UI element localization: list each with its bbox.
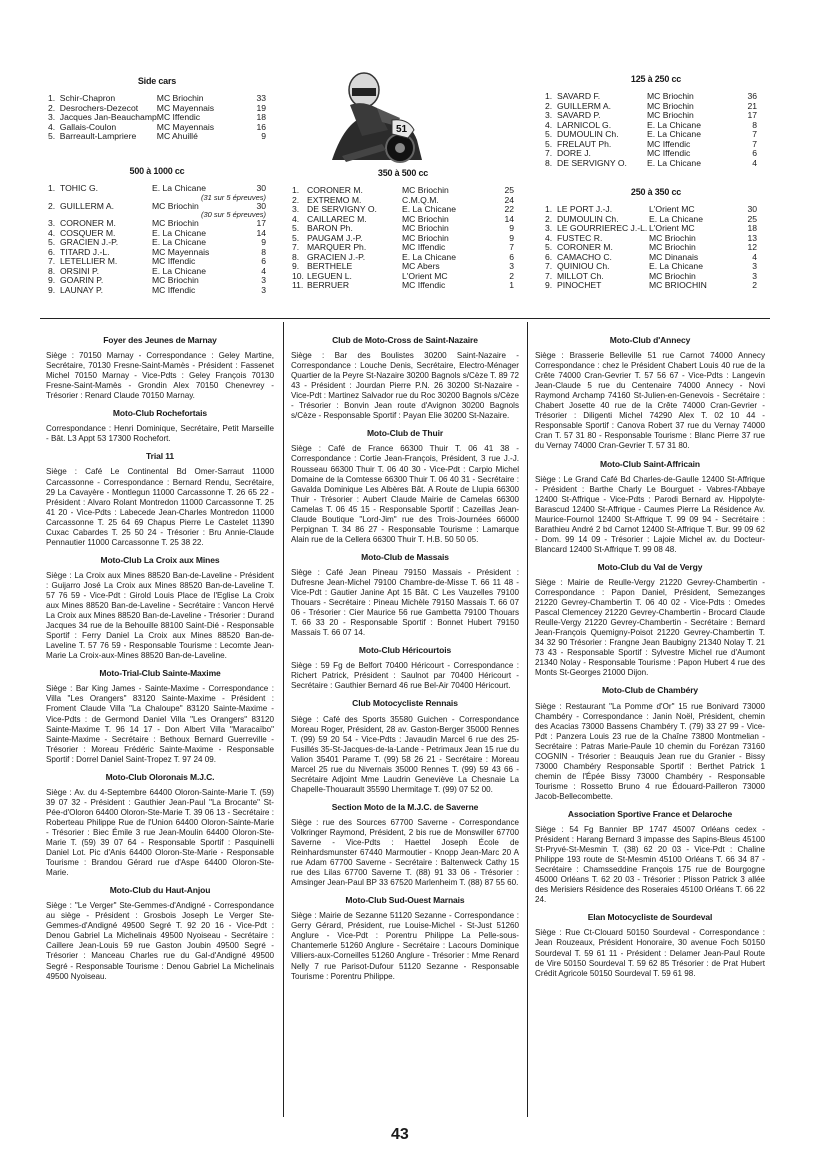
result-club: E. La Chicane (647, 157, 701, 168)
result-points: 9 (509, 232, 514, 243)
club-details: Siège : Rue Ct-Clouard 50150 Sourdeval - Correspondance : Jean Rouzeaux, Président Honoraire, 30 avenue Foch 50150 Sourdeval T. 59 61 11 - Président : Delamer Jean-Paul Route de Vire 50150 Sourdeval T. 59 62 85 Trésorier : de Prat Hubert Crédit Agricole 50150 Sourdeval T. 59 61 98. (535, 928, 765, 978)
result-club: MC Mayennais (156, 102, 215, 113)
result-points: 7 (509, 242, 514, 252)
club-title: Club de Moto-Cross de Saint-Nazaire (332, 335, 478, 345)
result-rank: 7. (545, 270, 553, 281)
result-name: LE GOURRIEREC J.-L. (557, 223, 648, 233)
c125-250-section (545, 74, 757, 168)
result-club: MC Iffendic (152, 256, 196, 266)
result-rank: 7. (48, 256, 56, 266)
result-rank: 5. (292, 232, 300, 243)
side-cars-title: Side cars (137, 76, 177, 86)
result-rank: 1. (48, 93, 56, 103)
result-name: DUMOULIN Ch. (557, 213, 619, 224)
result-club: MC Iffendic (647, 148, 691, 158)
result-name: CORONER M. (557, 242, 613, 252)
result-points: 30 (256, 200, 266, 211)
result-name: TOHIC G. (60, 183, 99, 193)
result-row (292, 281, 514, 291)
result-name: LAUNAY P. (60, 284, 103, 295)
result-name: LE PORT J.-J. (557, 204, 613, 214)
c250-350-table (545, 205, 757, 291)
result-name: Desrochers-Dezecot (59, 102, 139, 113)
result-rank: 8. (292, 251, 300, 262)
club-details: Siège : Bar des Boulistes 30200 Saint-Nazaire - Correspondance : Louche Denis, Secrétaire, Electro-Ménager Quartier de la Peyre St-Nazaire 30200 Bagnols s/Cèze T. 89 72 43 - Président : Jourdan Pierre P.N. 26 30200 St-Nazaire - Vice-Pdt : Martinez Salvador rue du Roc 30200 Bagnols s/Cèze - Trésorier : Bonvin Jean route d'Avignon 30200 Bagnols s/Cèze - Responsable Sportif : Payan Elie 30200 St-Nazaire. (291, 351, 519, 421)
club-title: Foyer des Jeunes de Marnay (103, 335, 217, 345)
motorcycle-rider-photo (322, 60, 432, 168)
club-details: Siège : Café Le Continental Bd Omer-Sarraut 11000 Carcassonne - Correspondance : Bernard Rendu, Secrétaire, 29 La Cavayère - Montlegun 11000 Carcassonne T. 26 65 22 - Président : Alvaro Rolant Montredon 11000 Carcassonne T. 25 41 20 - Vice-Pdts : Labecede Jean-Charles Montredon 11000 Carcassonne T. 25 64 69 Chapus Pierre Le Castelet 11390 Cuxac Cabardes T. 25 50 24 - Trésorier : Bru Annie-Claude Pennautier 11000 Carcassonne T. 25 38 22. (46, 467, 274, 547)
result-club: MC Briochin (649, 242, 696, 252)
result-club: MC Briochin (649, 270, 696, 281)
result-row (545, 159, 757, 169)
result-points: 18 (747, 223, 757, 233)
horizontal-divider (40, 318, 770, 319)
result-rank: 1. (48, 183, 56, 193)
result-club: MC Iffendic (402, 280, 446, 290)
result-points: 22 (504, 204, 514, 214)
result-rank: 9. (48, 275, 56, 285)
result-club: MC BRIOCHIN (649, 280, 707, 290)
result-club: MC Briochin (402, 232, 449, 243)
result-note: (31 sur 5 épreuves) (200, 192, 266, 202)
result-name: QUINIOU Ch. (557, 261, 610, 271)
result-name: FRELAUT Ph. (557, 138, 612, 149)
result-points: 12 (747, 242, 757, 252)
result-points: 21 (747, 100, 757, 111)
club-title: Moto-Club de Massais (361, 551, 449, 562)
result-points: 7 (752, 138, 757, 149)
result-points: 6 (261, 256, 266, 266)
result-rank: 5. (292, 223, 300, 233)
result-club: MC Briochin (647, 110, 694, 120)
result-name: SAVARD P. (557, 110, 601, 120)
result-rank: 9. (292, 261, 300, 271)
result-rank: 2. (545, 213, 553, 224)
result-rank: 8. (545, 157, 553, 168)
result-club: MC Briochin (649, 232, 696, 243)
clubs-column-left (46, 328, 274, 986)
club-title: Moto-Club de Chambéry (601, 685, 699, 696)
c125-250-title: 125 à 250 cc (630, 74, 682, 84)
result-name: EXTREMO M. (307, 194, 362, 205)
club-details: Siège : 70150 Marnay - Correspondance : Geley Martine, Secrétaire, 70130 Fresne-Saint-Mamès - Président : Fassenet Michel 70150 Marnay - Vice-Pdts : Geley François 70130 Fresne-Saint-Mamès - Grondin Alex 70150 Chenevrey - Trésorier : Renard Claude 70150 Marnay. (46, 351, 274, 401)
club-title: Moto-Club d'Annecy (609, 335, 691, 345)
result-rank: 3. (545, 110, 553, 120)
result-rank: 1. (545, 204, 553, 214)
result-name: FUSTEC R. (557, 232, 603, 243)
club-title: Trial 11 (145, 451, 175, 462)
result-name: LARNICOL G. (557, 119, 612, 130)
club-title: Moto-Club du Val de Vergy (597, 561, 703, 572)
result-club: MC Mayennais (156, 121, 215, 132)
result-rank: 5. (545, 129, 553, 139)
result-points: 30 (747, 204, 757, 214)
club-title: Moto-Club Sud-Ouest Marnais (345, 895, 465, 906)
club-title: Club Motocycliste Rennais (352, 698, 458, 709)
result-points: 8 (752, 119, 757, 130)
result-rank: 2. (545, 100, 553, 111)
result-points: 19 (256, 102, 266, 113)
result-club: MC Iffendic (402, 242, 446, 252)
result-name: MARQUER Ph. (307, 242, 367, 252)
result-rank: 2. (292, 194, 300, 205)
result-name: GUILLERM A. (60, 200, 114, 211)
result-club: MC Dinanais (649, 251, 699, 262)
result-points: 2 (509, 270, 514, 281)
result-club: MC Briochin (152, 218, 199, 228)
club-details: Siège : Mairie de Reulle-Vergy 21220 Gevrey-Chambertin - Correspondance : Papon Daniel, Président, Semezanges 21220 Gevrey-Chambertin T. 06 40 02 - Vice-Pdts : Omedes Pascal Clemencey 21220 Gevrey-Chambertin - Brocard Claude Reulle-Vergy 21220 Gevrey-Chambertin - Secrétaire : Bernard Jean-François Quemigny-Poisot 21220 Gevrey-Chambertin T. 34 32 90 Trésorier : Frangne Jean Baubigny 21340 Nolay T. 21 73 43 - Responsable Sportif : Sylvestre Michel rue d'Aumont 21340 Nolay - Responsable Tourisme : Papon Hubert 4 rue des Monts St-Georges 21000 Dijon. (535, 577, 765, 678)
result-club: MC Ahuillé (156, 131, 198, 141)
result-rank: 4. (48, 121, 56, 132)
result-rank: 9. (48, 284, 56, 295)
result-points: 14 (256, 227, 266, 238)
result-club: E. La Chicane (647, 129, 701, 139)
result-rank: 9. (545, 280, 553, 290)
result-name: PAUGAM J.-P. (307, 232, 363, 243)
result-club: MC Briochin (156, 93, 204, 103)
result-rank: 4. (545, 232, 553, 243)
result-row (48, 286, 266, 296)
club-details: Siège : Mairie de Sezanne 51120 Sezanne - Correspondance : Gerry Gérard, Président, rue Louise-Michel - St-Just 51260 Anglure - Vice-Pdt : Porentru Philippe La Pelle-sous-Chantemerle 51260 Anglure - Secrétaire : Lacours Dominique Villiers-aux-Corneilles 51260 Anglure - Trésorier : Mme Renard Nelly 7 rue Parisot-Dufour 51120 Sezanne - Responsable Tourisme : Porentru Philippe. (291, 911, 519, 981)
result-points: 30 (256, 183, 266, 193)
result-name: MILLOT Ch. (557, 270, 604, 281)
result-name: GOARIN P. (60, 275, 104, 285)
club-details: Siège : Café des Sports 35580 Guichen - Correspondance Moreau Roger, Président, 28 av. Gaston-Berger 35000 Rennes T. (99) 59 20 54 - Vice-Pdts : Javaudin Marcel 6 rue des 25-Fusillés 35-St-Jacques-de-la-Lande - Petrimaux Jean 15 rue du Valion 35401 Parame T. (99) 58 26 21 - Secrétaire : Moreau Marcel 25 rue du Nivernais 35000 Rennes T. (99) 59 43 66 - Secrétaire Adjoint Mme Laudrin Geneviève La Chesnaie La Chapelle-Thouarault 35590 Lhermitage T. (99) 07 52 00. (291, 714, 519, 794)
result-rank: 3. (292, 204, 300, 214)
result-club: L'Orient MC (649, 223, 695, 233)
result-name: CORONER M. (307, 185, 363, 195)
result-points: 4 (752, 251, 757, 262)
result-rank: 4. (48, 227, 56, 238)
result-name: GUILLERM A. (557, 100, 611, 111)
result-points: 3 (261, 284, 266, 295)
result-name: GRACIEN J.-P. (307, 251, 366, 262)
c500-1000-section (48, 166, 266, 295)
result-name: CORONER M. (60, 218, 116, 228)
result-name: Barreault-Lampriere (59, 131, 137, 141)
clubs-column-middle (291, 328, 519, 986)
column-divider-right (527, 322, 528, 1117)
result-name: BERTHELE (307, 261, 353, 271)
club-details: Siège : Av. du 4-Septembre 64400 Oloron-Sainte-Marie T. (59) 39 07 32 - Président : Gauthier Jean-Paul "La Brocante" St-Pée-d'Oloron 64400 Oloron-Ste-Marie T. 39 06 13 - Secrétaire : Roberteau Philippe Rue de l'Union 64400 Oloron-Sainte-Marie - Trésorier : Biec Émile 3 rue Jean-Moulin 64400 Oloron-Ste-Marie T. (59) 39 07 64 - Responsable Sportif : Pasquinelli Daniel Lot. Pic d'Anis 64400 Oloron-Ste-Marie - Responsable Tourisme : Brandou Gérard rue d'Aspe 64400 Oloron-Ste-Marie. (46, 787, 274, 878)
result-rank: 2. (48, 200, 56, 211)
result-points: 24 (504, 194, 514, 205)
club-title: Moto-Trial-Club Sainte-Maxime (99, 668, 221, 679)
c250-350-section (545, 187, 757, 291)
result-points: 14 (504, 213, 514, 224)
result-club: MC Briochin (402, 223, 449, 233)
result-rank: 7. (292, 242, 300, 252)
result-name: DUMOULIN Ch. (557, 129, 619, 139)
result-points: 17 (256, 218, 266, 228)
club-details: Siège : Café Jean Pineau 79150 Massais - Président : Dufresne Jean-Michel 79100 Chambre-de-Misse T. 66 11 48 - Vice-Pdt : Gautier Janine Apt 15 Bât. C Les Vauzelles 79100 Thouars - Secrétaire : Pineau Michèle 79150 Massais T. 66 07 06 - Trésorier : Cier Maurice 56 rue Gambetta 79100 Thouars T. 66 33 20 - Responsable Sportif : Bonnet Hubert 79150 Massais T. 66 07 14. (291, 567, 519, 638)
result-club: E. La Chicane (649, 261, 703, 271)
result-rank: 4. (292, 213, 300, 224)
result-club: C.M.Q.M. (402, 194, 439, 205)
c350-500-table (292, 186, 514, 291)
result-points: 2 (752, 280, 757, 290)
club-title: Moto-Club de Thuir (366, 428, 444, 439)
result-rank: 6. (545, 251, 553, 262)
result-points: 36 (747, 91, 757, 101)
result-club: MC Abers (402, 261, 440, 271)
result-rank: 5. (48, 131, 56, 141)
result-rank: 8. (48, 265, 56, 276)
result-points: 33 (256, 93, 266, 103)
result-club: E. La Chicane (152, 183, 206, 193)
result-club: E. La Chicane (152, 237, 206, 247)
club-details: Siège : rue des Sources 67700 Saverne - Correspondance Volkringer Raymond, Président, 2 bis rue de Monswiller 67700 Saverne - Vice-Pdts : Haettel Joseph École de Reinhardsmunster 67440 Marmoutier - Knopp Jean-Marc 20 A rue Adam 67700 Saverne - Secrétaire : Baltenweck Cathy 15 rue des Lilas 67700 Saverne T. (88) 91 33 06 - Trésorier : Amsinger Jean-Paul BP 33 67520 Marlenheim T. (88) 87 55 60. (291, 817, 519, 888)
c350-500-section (292, 168, 514, 291)
club-details: Siège : Café de France 66300 Thuir T. 06 41 38 - Correspondance : Cortie Jean-François, Président, 3 rue J.-J. Rousseau 66300 Thuir T. 06 40 30 - Vice-Pdt : Carpio Michel Domaine de la Comtesse 66300 Thuir T. 06 40 31 - Secrétaire : Gavalda Dominique Les Albères Bât. A Route de Llupia 66300 Thuir - Trésorier : Aubert Claude Mairie de Camelas 66300 Camelas T. 06 45 15 - Responsable Sportif : Cazeillas Jean-Claude Boutique "Lord-Jim" rue des Trois-Journées 66000 Perpignan T. 34 86 27 - Responsable Tourisme : Lamarque Alain rue de la Cellera 66300 Thuir T. H.B. 50 50 05. (291, 444, 519, 544)
result-points: 17 (747, 110, 757, 120)
result-points: 3 (752, 261, 757, 271)
result-name: BARON Ph. (307, 223, 353, 233)
result-club: E. La Chicane (649, 213, 703, 224)
club-details: Siège : "Le Verger" Ste-Gemmes-d'Andigné - Correspondance au siège - Président : Grosbois Joseph Le Verger Ste-Gemmes-d'Andigné 49500 Segré T. 92 20 16 - Vice-Pdt : Denou Gabriel La Michelinais 49500 Nyoiseau - Secrétaire : Caillere Jean-Louis 59 rue Gaston Joubin 49500 Segré - Trésorier : Manceau Charles rue du Gal-d'Andigné 49500 Segré - Responsable Tourisme : Denou Gabriel La Michelinais 49500 Nyoiseau. (46, 901, 274, 981)
result-name: LEGUEN L. (307, 270, 352, 281)
result-name: TITARD J.-L. (60, 246, 110, 257)
club-title: Moto-Club Saint-Affricain (600, 458, 700, 469)
side-cars-section (48, 76, 266, 142)
result-points: 25 (747, 213, 757, 224)
result-club: E. La Chicane (152, 227, 206, 238)
club-title: Moto-Club Rochefortais (112, 408, 208, 419)
result-points: 1 (509, 280, 514, 290)
result-rank: 3. (545, 223, 553, 233)
result-points: 13 (747, 232, 757, 243)
club-details: Siège : 59 Fg de Belfort 70400 Héricourt - Correspondance : Richert Patrick, Président : Saulnot par 70400 Héricourt - Secrétaire : Gauthier Bernard 46 rue Bel-Air 70400 Héricourt. (291, 661, 519, 691)
result-rank: 10. (292, 270, 304, 281)
result-points: 9 (509, 223, 514, 233)
result-row (545, 281, 757, 291)
result-rank: 2. (48, 102, 56, 113)
result-points: 6 (509, 251, 514, 262)
result-club: E. La Chicane (402, 251, 456, 262)
result-note: (30 sur 5 épreuves) (200, 210, 266, 219)
result-points: 4 (752, 157, 757, 168)
result-club: E. La Chicane (152, 265, 206, 276)
club-details: Siège : Bar King James - Sainte-Maxime - Correspondance : Villa "Les Orangers" 83120 Sainte-Maxime - Président : Froment Claude Villa "La Chaloupe" 83120 Sainte-Maxime - Vice-Pdts : de Germond Daniel Villa "Les Orangers" 83120 Sainte-Maxime T. 96 14 17 - Don Albert Villa "Maracaïbo" Sainte-Maxime - Secrétaire : Bethoux Bernard Guerreville - Trésorier : Moreau Frédéric Sainte-Maxime - Responsable Sportif : Dorrel Daniel Saint-Tropez T. 97 24 09. (46, 684, 274, 764)
result-name: SAVARD F. (557, 91, 601, 101)
result-points: 3 (261, 275, 266, 285)
result-rank: 5. (545, 138, 553, 149)
result-club: MC Briochin (152, 200, 199, 211)
result-club: L'Orient MC (402, 270, 448, 281)
club-title: Moto-Club Oloronais M.J.C. (105, 771, 215, 782)
club-details: Siège : Restaurant "La Pomme d'Or" 15 rue Bonivard 73000 Chambéry - Correspondance : Janin Noël, Président, chemin des Acacias 73000 Bassens Chambéry T. (79) 33 27 99 - Vice-Pdt : Panzera Louis 23 rue de la Chaîne 73800 Montmelian - Secrétaire : Patras Marie-Paule 10 chemin du Forézan 73160 COGNIN - Trésorier : Beauquis Jean rue du Granier - Bissy 73000 Chambéry Responsable Sportif : Berthet Patrick 1 chemin de l'Épée Bissy 73000 Chambéry - Responsable Tourisme : Rossetto Bruno 4 rue Édouard-Pailleron 73000 Jacob-Bellecombette. (535, 701, 765, 801)
result-name: Jacques Jan-Beauchamp (59, 112, 157, 122)
result-rank: 7. (545, 148, 553, 158)
result-rank: 1. (292, 185, 300, 195)
result-rank: 1. (545, 91, 553, 101)
result-name: GRACIEN J.-P. (60, 237, 119, 247)
c350-500-title: 350 à 500 cc (377, 168, 429, 178)
result-points: 3 (752, 270, 757, 281)
c500-1000-title: 500 à 1000 cc (129, 166, 185, 176)
result-name: LETELLIER M. (60, 256, 118, 266)
result-points: 25 (504, 185, 514, 195)
result-name: CAMACHO C. (557, 251, 612, 262)
result-club: MC Mayennais (152, 246, 210, 257)
club-title: Elan Motocycliste de Sourdeval (587, 912, 713, 923)
result-points: 9 (261, 237, 266, 247)
result-club: MC Briochin (152, 275, 199, 285)
c500-1000-table (48, 184, 266, 295)
result-rank: 5. (545, 242, 553, 252)
result-name: Schir-Chapron (59, 93, 116, 103)
result-points: 4 (261, 265, 266, 276)
result-club: E. La Chicane (402, 204, 456, 214)
c250-350-title: 250 à 350 cc (630, 187, 682, 197)
result-rank: 11. (292, 280, 304, 290)
club-title: Association Sportive France et Delaroche (567, 808, 733, 819)
result-name: ORSINI P. (60, 265, 100, 276)
result-points: 6 (752, 148, 757, 158)
club-details: Siège : 54 Fg Bannier BP 1747 45007 Orléans cedex - Président : Harang Bernard 3 impasse des Sapins-Bleus 45100 St-Pryvé-St-Mesmin T. (38) 62 20 03 - Vice-Pdt : Chaline Philippe 193 route de St-Mesmin 45100 Orléans T. 66 34 87 - Secrétaire : Chamsseddine François 175 rue de Bourgogne 45000 Orléans T. 62 20 03 - Trésorier : Plisson Patrick 3 allée des Merisiers Résidence des Roseraies 45100 Orléans T. 66 22 24. (535, 825, 765, 905)
result-rank: 4. (545, 119, 553, 130)
club-details: Siège : La Croix aux Mines 88520 Ban-de-Laveline - Président : Guijarro José La Croix aux Mines 88520 Ban-de-Laveline T. 57 76 59 - Vice-Pdt : Girold Louis Place de l'Eglise La Croix aux Mines 88520 Ban-de-Laveline - Secrétaire : Vancon Hervé La Croix aux Mines 88520 Ban-de-Laveline - Trésorier : Durand Jacques 34 rue de la Behouille 88100 Saint-Dié - Responsable Sportif : Ferry Daniel La Croix aux Mines 88520 Ban-de-Laveline T. 57 76 59 - Responsable Tourisme : Lecomte Jean-Marie La Croix-aux-Mines 88520 Ban-de-Laveline. (46, 570, 274, 661)
column-divider-left (283, 322, 284, 1117)
result-points: 16 (256, 121, 266, 132)
result-points: 18 (256, 112, 266, 122)
result-rank: 3. (48, 112, 56, 122)
result-rank: 3. (48, 218, 56, 228)
result-club: MC Iffendic (647, 138, 691, 149)
result-name: COSQUER M. (60, 227, 116, 238)
result-name: DE SERVIGNY O. (307, 204, 377, 214)
club-title: Section Moto de la M.J.C. de Saverne (331, 801, 479, 812)
result-row (48, 132, 266, 142)
result-club: E. La Chicane (647, 119, 701, 130)
result-rank: 7. (545, 261, 553, 271)
club-title: Moto-Club du Haut-Anjou (109, 885, 211, 896)
result-points: 9 (261, 131, 266, 141)
result-club: MC Briochin (647, 100, 694, 111)
club-details: Siège : Brasserie Belleville 51 rue Carnot 74000 Annecy Correspondance : chez le Président Chabert Louis 40 rue de la Crête 74000 Cran-Gevrier T. 57 56 67 - Vice-Pdts : Langevin Jean-Claude 5 rue du Centenaire 74000 Annecy - Novi Raymond Archamp 74160 St-Julien-en-Genevois - Secrétaire : Chabert Josette 40 rue de la Crête 74000 Cran-Gevrier - Trésorier : Diligenti Michel 74290 Alex T. 02 10 44 - Responsable Sportif : Canova Robert 37 rue du Vernay 74000 Cran T. 57 31 80 - Responsable Tourisme : Blanc Pierre 37 rue du Vernay 74000 Cran-Gevrier T. 57 31 80. (535, 351, 765, 451)
club-details: Siège : Le Grand Café Bd Charles-de-Gaulle 12400 St-Affrique - Président : Barthe Charly Le Bourguet - Vabres-l'Abbaye 12400 St-Affrique - Vice-Pdts : Parodi Bernard av. Hippolyte-Barascud 12400 St-Affrique - Caumes Pierre La Résidence Av. Maurice-Fournol 12400 St-Affrique T. 99 09 94 - Secrétaire : Barathieu André 2 bd Carnot 12400 St-Affrique T. Bur. 99 09 62 - Dom. 99 14 09 - Trésorier : Lajoie Michel av. du Docteur-Blancard 12400 St-Affrique T. 99 08 48. (535, 474, 765, 554)
result-club: L'Orient MC (649, 204, 695, 214)
result-name: CAILLAREC M. (307, 213, 367, 224)
svg-text:51: 51 (396, 124, 408, 135)
result-name: DORE J. (557, 148, 591, 158)
result-rank: 5. (48, 237, 56, 247)
result-name: Gallais-Coulon (59, 121, 117, 132)
club-title: Moto-Club La Croix aux Mines (100, 554, 220, 565)
result-name: DE SERVIGNY O. (557, 157, 627, 168)
result-club: MC Iffendic (156, 112, 201, 122)
page-number: 43 (391, 1126, 409, 1143)
clubs-column-right (535, 328, 765, 983)
side-cars-table (48, 94, 266, 142)
result-rank: 6. (48, 246, 56, 257)
result-club: MC Briochin (402, 213, 449, 224)
result-club: MC Briochin (402, 185, 449, 195)
result-name: PINOCHET (557, 280, 602, 290)
club-title: Moto-Club Héricourtois (358, 645, 452, 656)
club-details: Correspondance : Henri Dominique, Secrétaire, Petit Marseille - Bât. L3 Appt 53 17300 Rochefort. (46, 424, 274, 444)
result-points: 8 (261, 246, 266, 257)
result-name: BERRUER (307, 280, 350, 290)
result-club: MC Iffendic (152, 284, 196, 295)
result-points: 7 (752, 129, 757, 139)
c125-250-table (545, 92, 757, 168)
result-points: 3 (509, 261, 514, 271)
result-club: MC Briochin (647, 91, 694, 101)
